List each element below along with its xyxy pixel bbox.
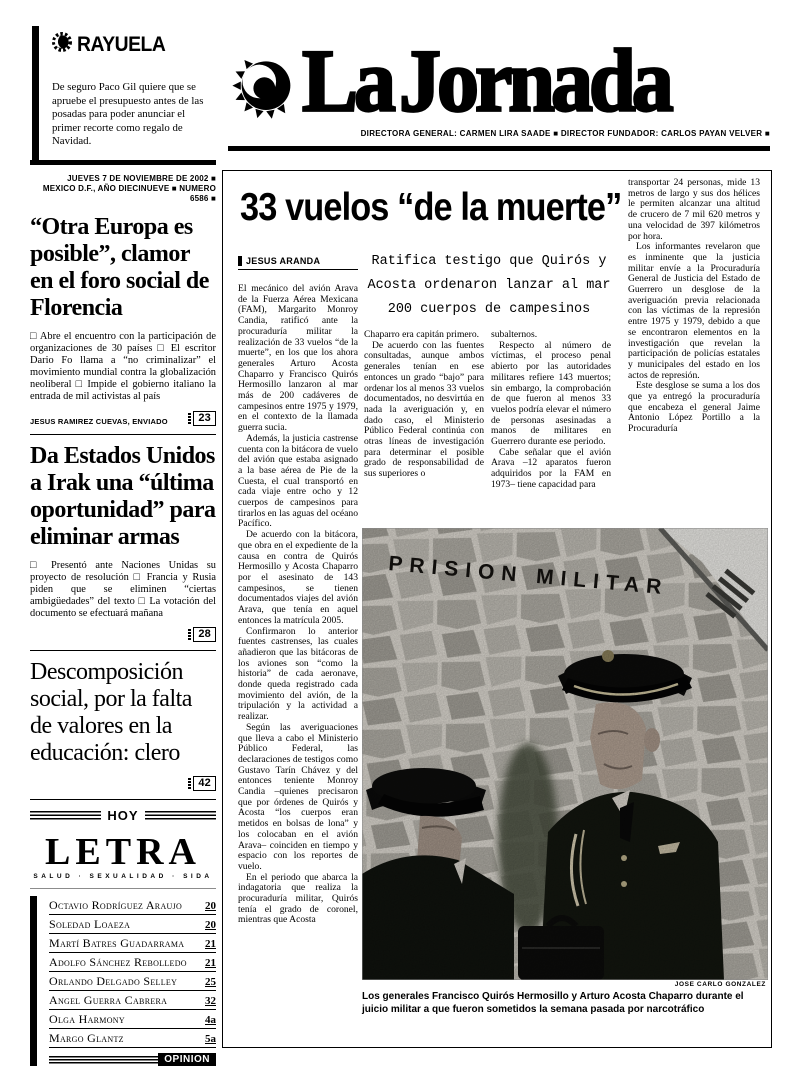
columnist-page: 20 (205, 900, 216, 913)
paragraph: Además, la justicia castrense cuenta con la bitácora de vuelo del avión que estaba asignado a la base aérea de Pie de la Cuesta, el cual transportó en cada viaje entre ocho y 12 cuerpos de campesinos para tirarlos en las aguas del océano Pacífico. (238, 432, 358, 530)
columnist-page: 32 (205, 995, 216, 1008)
columnist-row (49, 991, 216, 1010)
rayuela-left-bar (32, 26, 39, 162)
paragraph: Confirmaron lo anterior fuentes castrenses, las cuales añadieron que las bitácoras de los aviones son “como la historia” de cada aeronave, donde queda registrado cada movimiento del avión, de la tripulación y la actividad a realizar. (238, 625, 358, 723)
rayuela-box (52, 32, 214, 149)
hoy-divider (30, 808, 216, 823)
page-ref-clero (188, 776, 216, 791)
columnist-name: Adolfo Sánchez Rebolledo (49, 955, 187, 970)
letra-logo (30, 833, 216, 880)
paragraph: Los informantes revelaron que es inminente que la justicia militar envíe a la Procuraduría General de Justicia del Estado de Guerrero un desglose de la averiguación previa relacionada con las víctimas de la represión entre 1975 y 1979, debido a que se encontraron elementos en la investigación que revelan la participación de policías estatales y municipales del estado en los actos de represión. (628, 241, 760, 381)
article-column-2 (364, 330, 484, 524)
paragraph: Según las averiguaciones que lleva a cabo el Ministerio Público Federal, las declaraciones de testigos como Gustavo Tarín Chávez y del entonces teniente Monroy Candia –quienes precisaron que por órdenes de Quirós y Acosta “los cuerpos eran metidos en bolsas de lona” y los colocaban en el avión Arava– coinciden en tiempo y espacio con los reportes de vuelo. (238, 721, 358, 872)
headline-clero: Descomposición social, por la falta de valores en la educación: clero (30, 659, 192, 767)
letra-subtitle: SALUD · SEXUALIDAD · SIDA (33, 873, 213, 881)
photo-caption: Los generales Francisco Quirós Hermosillo y Arturo Acosta Chaparro durante el juicio militar a que fueron sometidos la semana pasada por narcotráfico (362, 991, 744, 1015)
hoy-lines-right (145, 811, 216, 820)
columnist-row (49, 953, 216, 972)
page-ref-europa (188, 411, 216, 426)
byline-row-europa (30, 411, 216, 426)
separator (30, 434, 216, 435)
page-marker-icon (188, 413, 191, 424)
main-headline: 33 vuelos “de la muerte” (240, 186, 622, 229)
page-marker-icon (188, 629, 191, 640)
paragraph: Este desglose se suma a los dos que ya entregó la procuraduría que encabeza el general Jaime Antonio López Portillo a la Procuraduría (628, 380, 760, 435)
main-byline-text: JESUS ARANDA (238, 256, 320, 266)
columnist-page: 4a (205, 1014, 216, 1027)
columnist-name: Olga Harmony (49, 1012, 125, 1027)
page-number: 23 (193, 411, 216, 426)
columnist-page: 21 (205, 957, 216, 970)
paragraph: Cabe señalar que el avión Arava –12 aparatos fueron adquiridos por la FAM en 1973– tiene capacidad para (491, 446, 611, 490)
masthead-sun-icon (224, 42, 308, 126)
hoy-label: HOY (107, 808, 139, 824)
photo-credit: JOSE CARLO GONZALEZ (674, 981, 766, 988)
columnist-row (49, 972, 216, 991)
paragraph: Chaparro era capitán primero. (364, 330, 480, 340)
main-subheadline: Ratifica testigo que Quirós y Acosta ordenaron lanzar al mar 200 cuerpos de campesinos (367, 254, 611, 317)
columnist-page: 5a (205, 1033, 216, 1046)
page-ref-row-clero (30, 776, 216, 791)
hoy-lines-left (30, 811, 101, 820)
columnist-page: 25 (205, 976, 216, 989)
opinion-bar (49, 1053, 216, 1066)
main-photo (362, 528, 768, 980)
byline-europa: JESUS RAMIREZ CUEVAS, ENVIADO (30, 416, 168, 426)
columnist-row (49, 934, 216, 953)
headline-irak: Da Estados Unidos a Irak una “última oportunidad” para eliminar armas (30, 442, 216, 550)
opinion-lines (49, 1056, 158, 1064)
separator (30, 799, 216, 800)
masthead-rule (228, 146, 770, 151)
paragraph: subalternos. (491, 330, 538, 340)
rayuela-text: De seguro Paco Gil quiere que se apruebe el presupuesto antes de las posadas para poder anunciar el primer recorte como regalo de Navidad. (52, 81, 204, 148)
columnist-name: Octavio Rodríguez Araujo (49, 898, 183, 913)
letra-title: LETRA (45, 831, 201, 874)
columnists-list (30, 896, 216, 1066)
page-ref-row-irak (30, 627, 216, 642)
left-column (30, 170, 216, 1066)
rayuela-header (52, 32, 214, 57)
masthead-title: La Jornada (302, 32, 670, 131)
columnist-page: 21 (205, 938, 216, 951)
deck-irak: □ Presentó ante Naciones Unidas su proyecto de resolución □ Francia y Rusia piden que se eliminen “ciertas ambigüedades” del texto □ La votación del documento se efectuará mañana (30, 559, 216, 619)
columnist-name: Martí Batres Guadarrama (49, 936, 185, 951)
left-column-rule (30, 160, 216, 165)
columnist-name: Orlando Delgado Selley (49, 974, 178, 989)
page-ref-irak (188, 627, 216, 642)
separator (30, 650, 216, 651)
columnist-row (49, 1010, 216, 1029)
dateline-line1: JUEVES 7 DE NOVIEMBRE DE 2002 ■ (67, 174, 216, 183)
columnist-page: 20 (205, 919, 216, 932)
masthead-credits: DIRECTORA GENERAL: CARMEN LIRA SAADE ■ DIRECTOR FUNDADOR: CARLOS PAYAN VELVER ■ (360, 129, 770, 138)
rayuela-title: RAYUELA (77, 32, 166, 56)
page-marker-icon (188, 778, 191, 789)
columnist-row (49, 915, 216, 934)
columnist-name: Margo Glantz (49, 1031, 124, 1046)
paragraph: De acuerdo con las fuentes consultadas, aunque ambos generales tenían en ese entonces un grado “bajo” para ordenar los al menos 33 vuelos documentados, no desvirtúa en nada la averiguación y, en dado caso, el Ministerio Público Federal continúa con otras líneas de investigación para determinar el posible grado de responsabilidad de sus superiores o (364, 339, 484, 480)
paragraph: En el periodo que abarca la indagatoria que realiza la procuraduría militar, Quirós tenía el grado de coronel, mientras que Acosta (238, 871, 358, 926)
paragraph: Respecto al número de víctimas, el proceso penal abierto por las autoridades militares refiere 143 muertos; sin embargo, la comprobación de que fueron al menos 33 vuelos podría elevar el número de personas asesinadas a manos de militares en Guerrero durante ese periodo. (491, 339, 611, 448)
article-column-1 (238, 284, 358, 1040)
article-column-4 (628, 178, 760, 522)
paragraph: De acuerdo con la bitácora, que obra en el expediente de la causa en contra de Quirós Hermosillo y Acosta Chaparro por el asesinato de 143 campesinos, se tienen documentados viajes del avión Arava, que tenía en aquel entonces la matrícula 2005. (238, 529, 358, 626)
columnist-row (49, 896, 216, 915)
columnist-name: Angel Guerra Cabrera (49, 993, 168, 1008)
columnist-row (49, 1029, 216, 1048)
columnist-name: Soledad Loaeza (49, 917, 131, 932)
article-column-3 (491, 330, 611, 524)
paragraph: transportar 24 personas, mide 13 metros de largo y sus dos hélices le permiten alcanzar una altitud de crucero de 7 mil 620 metros y una velocidad de 397 kilómetros por hora. (628, 178, 760, 242)
page-number: 28 (193, 627, 216, 642)
dateline-line2: MEXICO D.F., AÑO DIECINUEVE ■ NUMERO 6586 ■ (42, 184, 216, 203)
rayuela-gear-icon (52, 32, 72, 57)
paragraph: El mecánico del avión Arava de la Fuerza Aérea Mexicana (FAM), Margarito Monroy Candia, ratificó ante la procuraduría militar la realización de 33 vuelos “de la muerte”, en los que los ahora generales Arturo Acosta Chaparro y Francisco Quirós Hermosillo lanzaron al mar más de 200 cadáveres de campesinos entre 1975 y 1979, en el contexto de la llamada guerra sucia. (238, 284, 358, 434)
prison-sign-text: PRISION MILITAR (387, 552, 670, 600)
main-byline (238, 256, 358, 270)
page-number: 42 (193, 776, 216, 791)
deck-europa: □ Abre el encuentro con la participación de organizaciones de 30 países □ El escritor Dario Fo llama a “no criminalizar” el movimiento mundial contra la globalización neoliberal □ Impide el gobierno italiano la entrada de mil activistas al país (30, 331, 216, 403)
opinion-label: OPINION (158, 1053, 216, 1066)
headline-europa: “Otra Europa es posible”, clamor en el foro social de Florencia (30, 214, 209, 321)
separator-thin (30, 888, 216, 889)
dateline (30, 174, 216, 204)
